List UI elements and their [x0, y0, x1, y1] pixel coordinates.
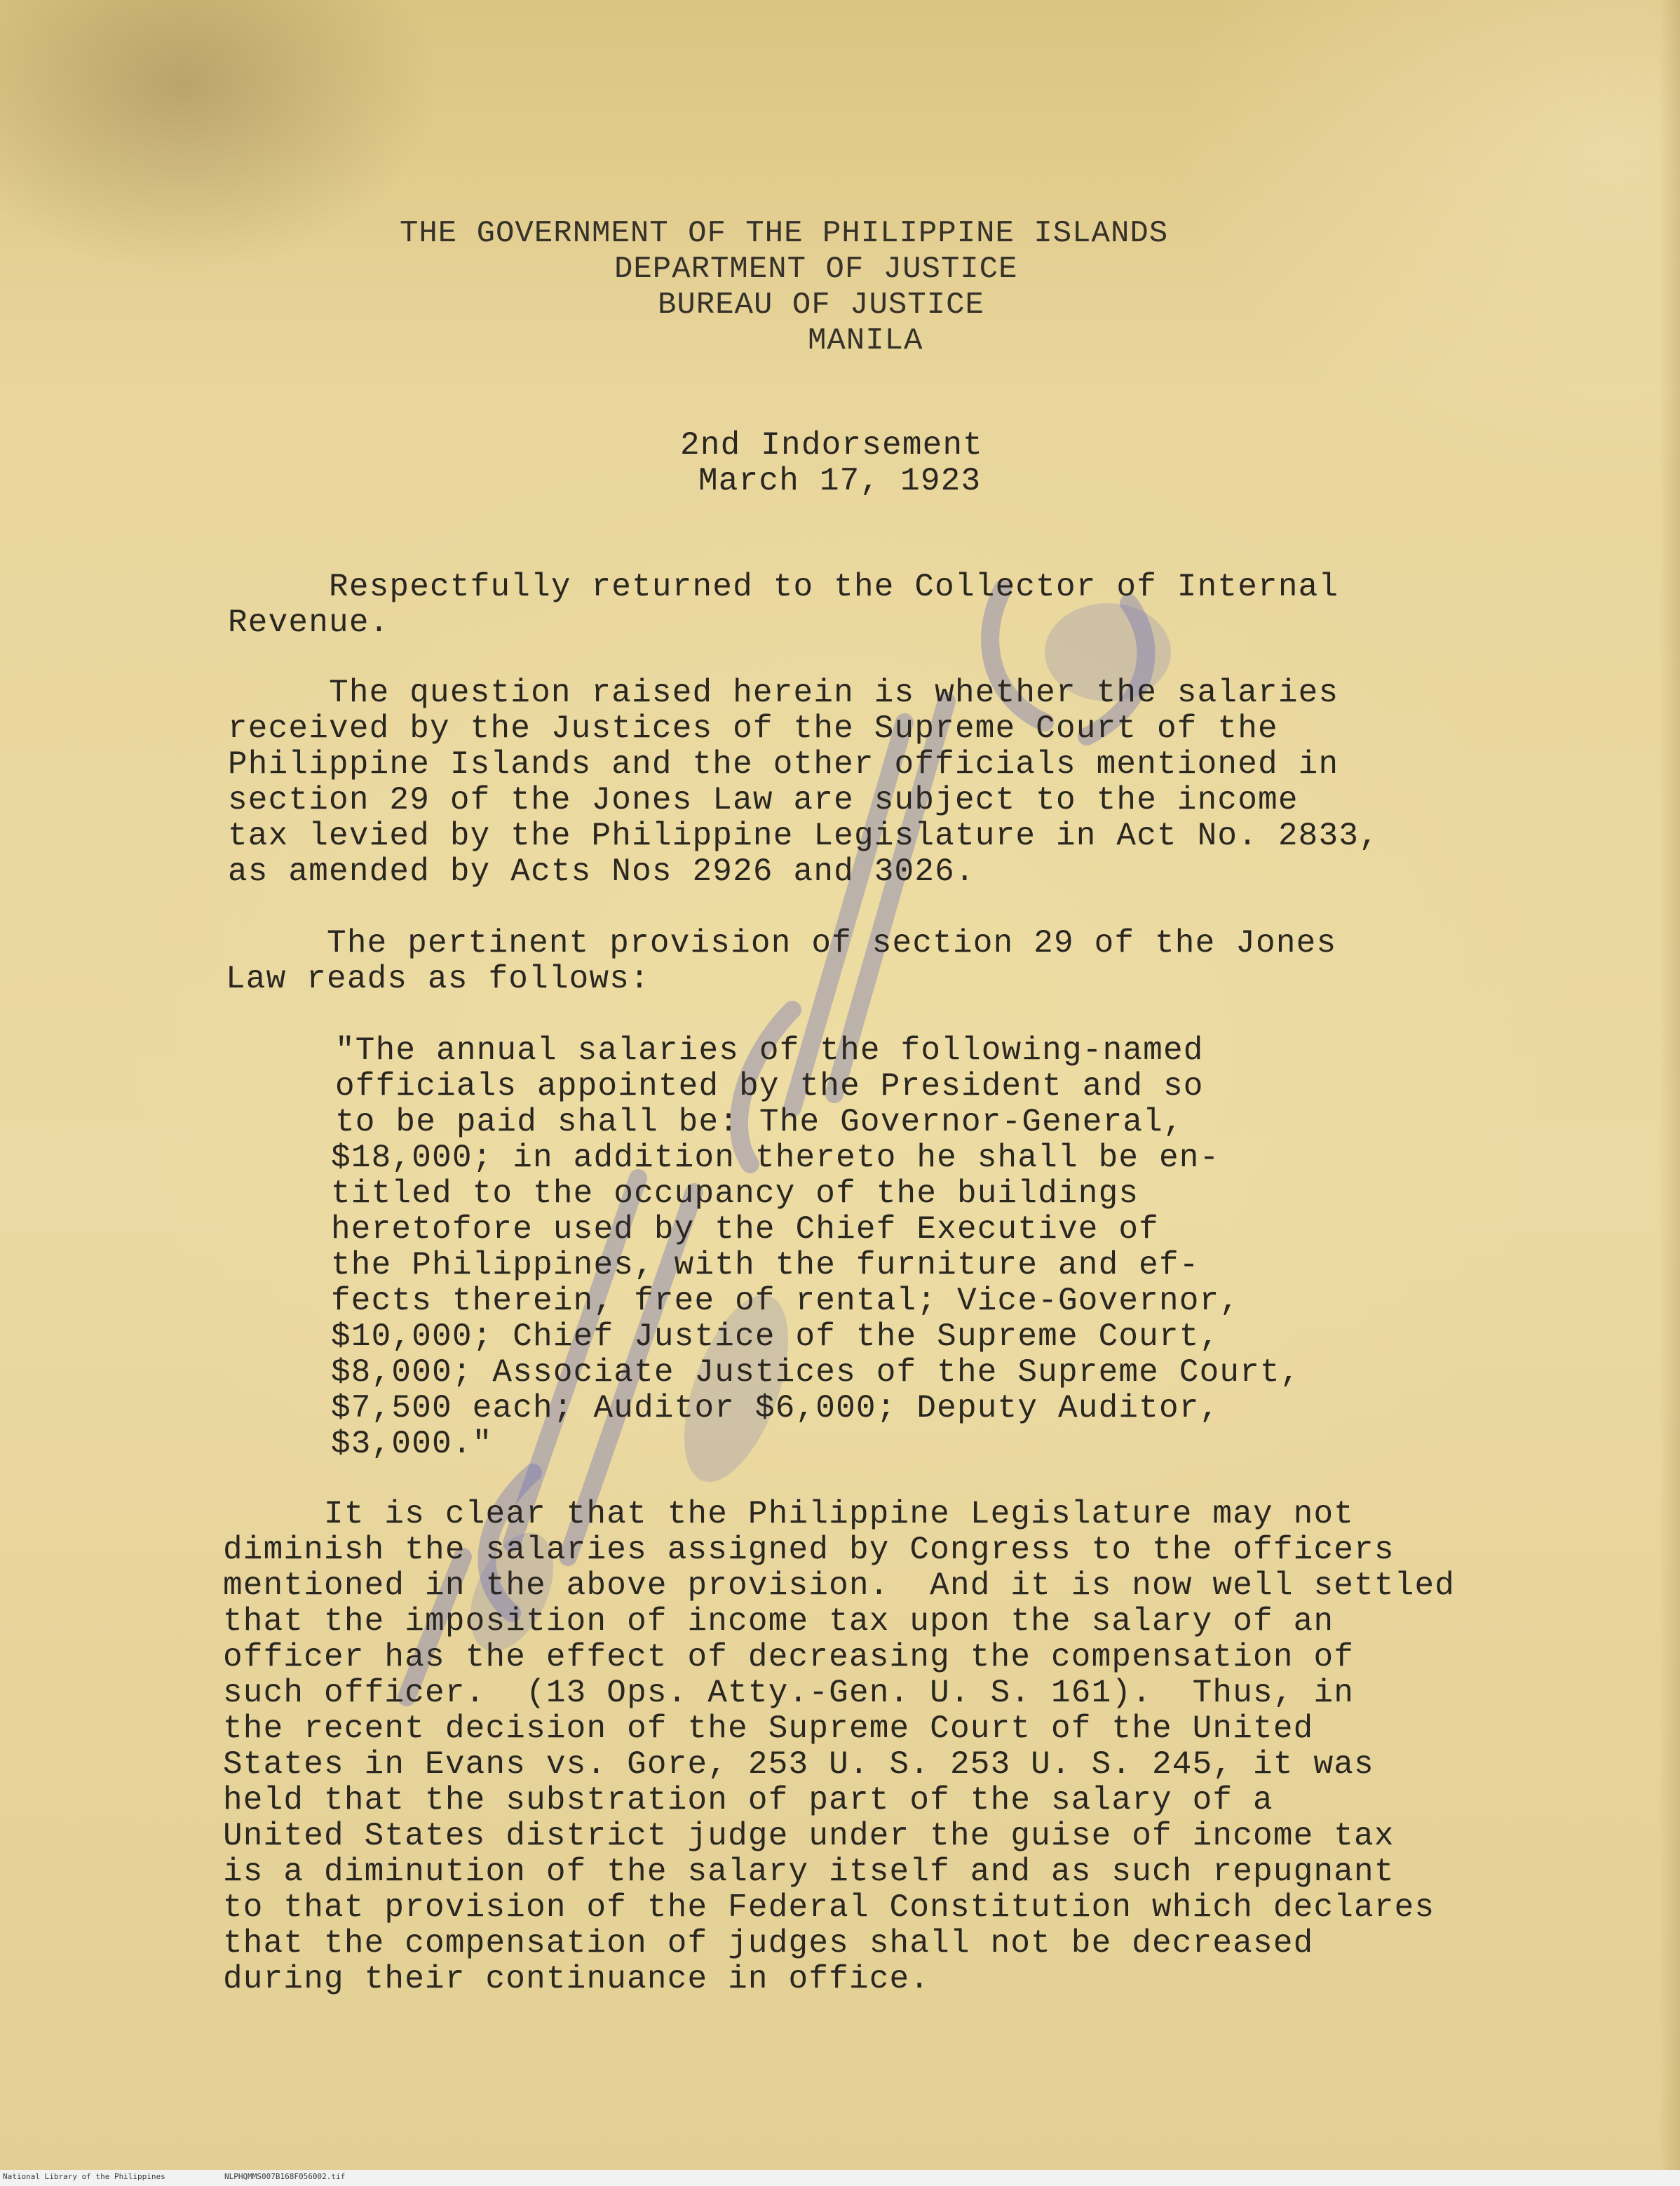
paragraph-4-line: the recent decision of the Supreme Court of the United	[223, 1711, 1314, 1747]
paragraph-4-line: officer has the effect of decreasing the compensation of	[223, 1639, 1355, 1675]
paragraph-2-line: section 29 of the Jones Law are subject to the income	[228, 782, 1299, 818]
quote-line: $7,500 each; Auditor $6,000; Deputy Auditor,	[331, 1390, 1220, 1426]
paragraph-4-line: that the imposition of income tax upon the salary of an	[223, 1603, 1334, 1640]
paragraph-1-line: Respectfully returned to the Collector of Internal	[228, 569, 1339, 605]
paragraph-2-line: Philippine Islands and the other officials mentioned in	[228, 746, 1339, 783]
quote-line: fects therein, free of rental; Vice-Governor,	[331, 1283, 1240, 1319]
paragraph-4-line: mentioned in the above provision. And it is now well settled	[223, 1567, 1456, 1604]
paragraph-2-line: The question raised herein is whether the salaries	[228, 675, 1339, 711]
quote-line: $18,000; in addition thereto he shall be en-	[331, 1140, 1220, 1176]
paragraph-4-line: States in Evans vs. Gore, 253 U. S. 253 U. S. 245, it was	[223, 1746, 1374, 1783]
quote-line: the Philippines, with the furniture and ef-	[331, 1247, 1200, 1283]
quote-line: to be paid shall be: The Governor-General,	[335, 1104, 1184, 1140]
paragraph-3-line: The pertinent provision of section 29 of the Jones	[226, 925, 1337, 962]
quote-line: $8,000; Associate Justices of the Supreme Court,	[331, 1354, 1301, 1391]
quote-line: "The annual salaries of the following-named	[335, 1032, 1204, 1069]
quote-line: officials appointed by the President and so	[335, 1068, 1204, 1105]
paragraph-4-line: held that the substration of part of the salary of a	[223, 1782, 1273, 1819]
paragraph-4-line: diminish the salaries assigned by Congress to the officers	[223, 1532, 1395, 1568]
paragraph-4-line: such officer. (13 Ops. Atty.-Gen. U. S. 161). Thus, in	[223, 1675, 1355, 1711]
indorsement-title: 2nd Indorsement	[680, 427, 984, 464]
paragraph-2-line: tax levied by the Philippine Legislature in Act No. 2833,	[228, 818, 1379, 854]
paragraph-4-line: United States district judge under the guise of income tax	[223, 1818, 1395, 1854]
header-department: DEPARTMENT OF JUSTICE	[614, 252, 1018, 287]
paragraph-1-line: Revenue.	[228, 605, 390, 641]
paragraph-4-line: is a diminution of the salary itself and as such repugnant	[223, 1854, 1395, 1890]
paragraph-2-line: as amended by Acts Nos 2926 and 3026.	[228, 854, 975, 890]
paragraph-2-line: received by the Justices of the Supreme Court of the	[228, 710, 1278, 747]
quote-line: heretofore used by the Chief Executive of	[331, 1211, 1159, 1248]
archive-footer-filename: NLPHQMMS007B168F056002.tif	[224, 2172, 346, 2181]
header-government: THE GOVERNMENT OF THE PHILIPPINE ISLANDS	[400, 216, 1169, 251]
paragraph-4-line: to that provision of the Federal Constitution which declares	[223, 1889, 1435, 1926]
quote-line: $10,000; Chief Justice of the Supreme Court,	[331, 1318, 1220, 1355]
paragraph-4-line: It is clear that the Philippine Legislature may not	[223, 1496, 1355, 1532]
quote-line: titled to the occupancy of the buildings	[331, 1175, 1139, 1212]
indorsement-date: March 17, 1923	[698, 463, 982, 499]
paragraph-4-line: during their continuance in office.	[223, 1961, 930, 1997]
header-bureau: BUREAU OF JUSTICE	[658, 288, 984, 323]
quote-line: $3,000."	[331, 1426, 493, 1462]
header-city: MANILA	[808, 323, 923, 358]
paragraph-3-line: Law reads as follows:	[226, 961, 650, 997]
page-edge-shadow	[1659, 0, 1680, 2170]
paragraph-4-line: that the compensation of judges shall not be decreased	[223, 1925, 1314, 1962]
archive-footer-library: National Library of the Philippines	[3, 2172, 165, 2181]
